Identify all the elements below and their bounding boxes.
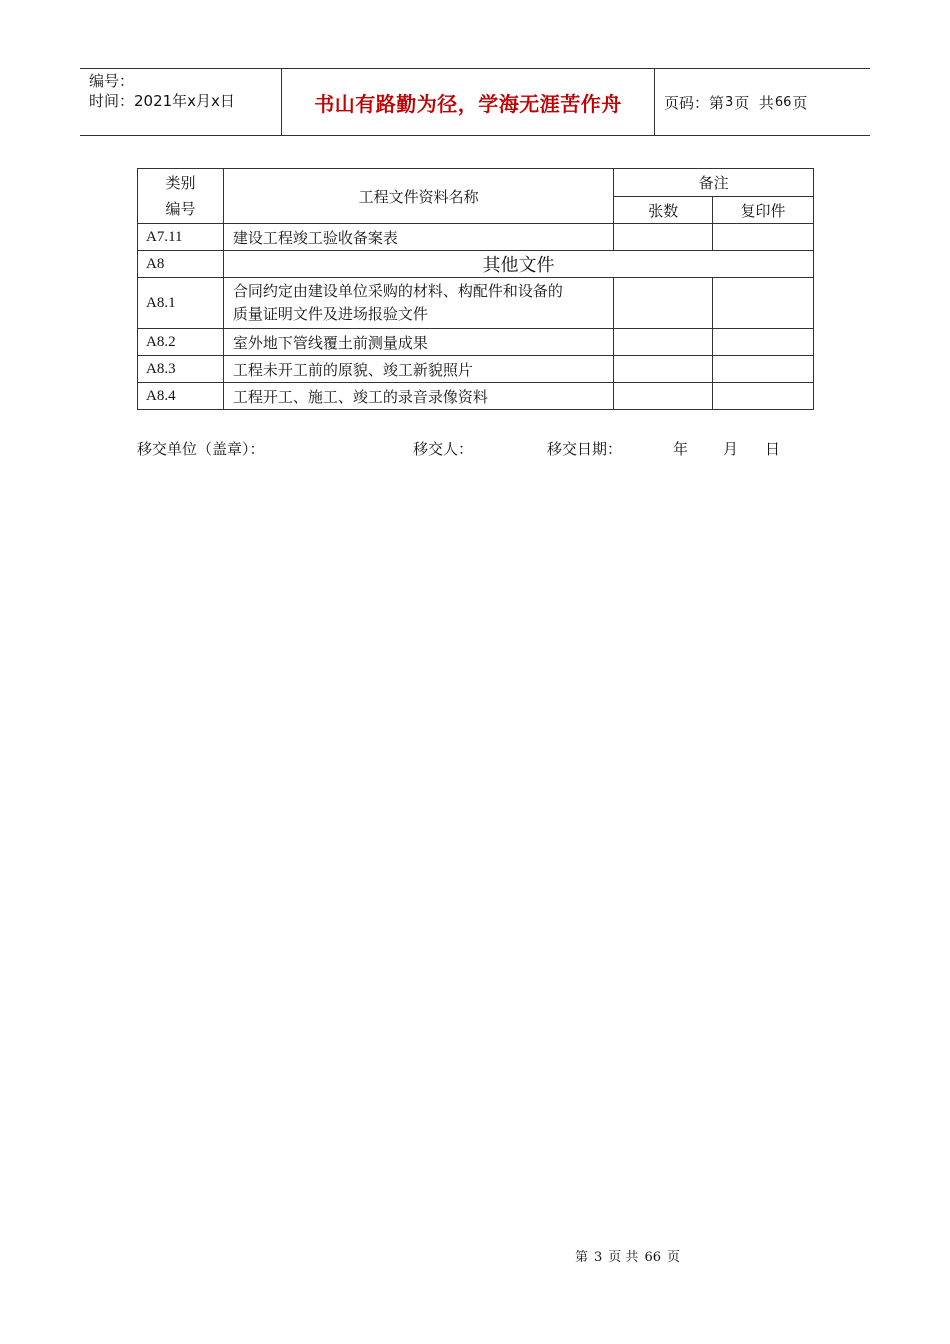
table-row bbox=[138, 383, 814, 410]
header-code-line1: 类别 bbox=[165, 174, 196, 192]
document-time-label: 时间：2021年x月x日 bbox=[89, 92, 235, 110]
footer-current: 3 bbox=[594, 1250, 603, 1265]
row-code: A8.3 bbox=[138, 356, 224, 383]
table-header-row bbox=[138, 169, 814, 197]
header-sheets-cell: 张数 bbox=[614, 197, 713, 224]
header-code-line2: 编号 bbox=[165, 200, 196, 218]
table-row bbox=[138, 224, 814, 251]
page-header bbox=[80, 68, 870, 136]
header-name-cell: 工程文件资料名称 bbox=[223, 169, 613, 224]
row-sheets bbox=[614, 383, 713, 410]
footer-mid: 页 共 bbox=[608, 1250, 639, 1265]
row-code: A8 bbox=[138, 251, 224, 278]
table-category-row bbox=[138, 251, 814, 278]
row-name: 室外地下管线覆土前测量成果 bbox=[223, 329, 613, 356]
handover-signature-line bbox=[137, 438, 837, 462]
row-name: 建设工程竣工验收备案表 bbox=[223, 224, 613, 251]
row-copies bbox=[713, 224, 814, 251]
row-sheets bbox=[614, 224, 713, 251]
header-code-cell bbox=[138, 169, 224, 224]
header-meta bbox=[80, 69, 281, 135]
date-month-label: 月 bbox=[723, 440, 739, 458]
row-copies bbox=[713, 356, 814, 383]
footer-prefix: 第 bbox=[575, 1250, 589, 1265]
row-code: A8.1 bbox=[138, 278, 224, 329]
header-page-mid: 页 共 bbox=[734, 93, 774, 112]
row-copies bbox=[713, 278, 814, 329]
row-code: A8.4 bbox=[138, 383, 224, 410]
document-catalog-table bbox=[137, 168, 814, 410]
row-sheets bbox=[614, 329, 713, 356]
footer-total: 66 bbox=[644, 1250, 661, 1265]
document-number-label: 编号： bbox=[89, 72, 135, 90]
header-page-suffix: 页 bbox=[792, 93, 808, 112]
header-page-total: 66 bbox=[774, 94, 792, 110]
date-day-label: 日 bbox=[765, 440, 781, 458]
row-name: 工程未开工前的原貌、竣工新貌照片 bbox=[223, 356, 613, 383]
table-row bbox=[138, 278, 814, 329]
header-page-info bbox=[655, 69, 870, 135]
row-name: 工程开工、施工、竣工的录音录像资料 bbox=[223, 383, 613, 410]
handover-unit-label: 移交单位（盖章）： bbox=[137, 440, 265, 458]
row-category-title: 其他文件 bbox=[223, 251, 813, 278]
header-remarks-cell: 备注 bbox=[614, 169, 814, 197]
table-row bbox=[138, 356, 814, 383]
date-year-label: 年 bbox=[673, 440, 689, 458]
footer-suffix: 页 bbox=[666, 1250, 680, 1265]
handover-date-label: 移交日期： bbox=[547, 440, 623, 458]
header-motto: 书山有路勤为径，学海无涯苦作舟 bbox=[281, 69, 655, 135]
row-sheets bbox=[614, 356, 713, 383]
row-copies bbox=[713, 383, 814, 410]
page-footer bbox=[0, 1246, 950, 1265]
row-copies bbox=[713, 329, 814, 356]
header-copies-cell: 复印件 bbox=[713, 197, 814, 224]
row-code: A8.2 bbox=[138, 329, 224, 356]
row-name-line2: 质量证明文件及进场报验文件 bbox=[232, 305, 428, 323]
row-code: A7.11 bbox=[138, 224, 224, 251]
row-name-line1: 合同约定由建设单位采购的材料、构配件和设备的 bbox=[232, 282, 563, 300]
handover-person-label: 移交人： bbox=[413, 440, 474, 458]
row-sheets bbox=[614, 278, 713, 329]
row-name bbox=[223, 278, 613, 329]
header-page-current: 3 bbox=[725, 94, 734, 110]
table-row bbox=[138, 329, 814, 356]
header-page-prefix: 页码：第 bbox=[664, 93, 725, 112]
